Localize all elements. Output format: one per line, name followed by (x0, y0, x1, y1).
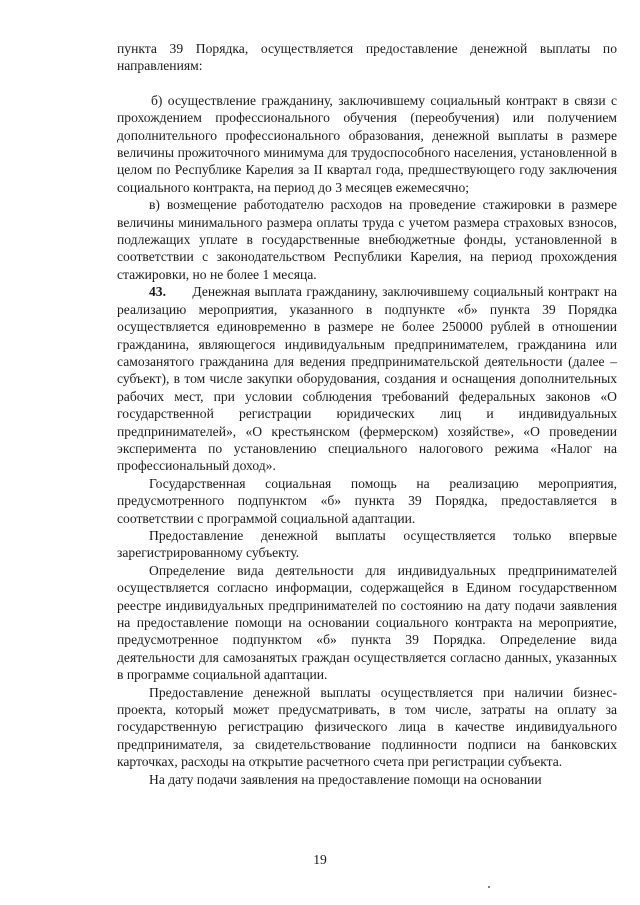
paragraph-section-43 (117, 283, 617, 474)
paragraph-item-b: б) осуществление гражданину, заключившему социальный контракт в связи с прохождением профессионального обучения (переобучения) или получением дополнительного профессионального образования, денежной выплаты в размере величины прожиточного минимума для трудоспособного населения, установленной в целом по Республике Карелия за II квартал года, предшествующего году заключения социального контракта, на период до 3 месяцев ежемесячно; (117, 92, 617, 195)
section-number: 43. (149, 284, 166, 300)
section-43-text: Денежная выплата гражданину, заключившему социальный контракт на реализацию мероприятия, указанного в подпункте «б» пункта 39 Порядка осуществляется единовременно в размере не более 250000 рублей в отношении гражданина, являющегося индивидуальным предпринимателем, гражданина или самозанятого гражданина для ведения предпринимательской деятельности (далее – субъект), в том числе закупки оборудования, создания и оснащения дополнительных рабочих мест, при условии соблюдения требований федеральных законов «О государственной регистрации юридических лиц и индивидуальных предпринимателей», «О крестьянском (фермерском) хозяйстве», «О проведении эксперимента по установлению специального налогового режима «Налог на профессиональный доход». (117, 284, 618, 474)
paragraph-item-v: в) возмещение работодателю расходов на проведение стажировки в размере величины минимального размера оплаты труда с учетом размера страховых взносов, подлежащих уплате в государственные внебюджетные фонды, установленной в соответствии с законодательством Республики Карелия, на период прохождения стажировки, но не более 1 месяца. (117, 197, 617, 282)
paragraph-gap (117, 75, 617, 92)
document-body (117, 40, 617, 788)
paragraph-business-project: Предоставление денежной выплаты осуществляется при наличии бизнес-проекта, который может предусматривать, в том числе, затраты на оплату за государственную регистрацию физического лица в качестве индивидуального предпринимателя, за свидетельствование подлинности подписи на банковских карточках, расходы на открытие расчетного счета при регистрации субъекта. (117, 684, 617, 770)
paragraph-activity-type: Определение вида деятельности для индивидуальных предпринимателей осуществляется согласно информации, содержащейся в Едином государственном реестре индивидуальных предпринимателей по состоянию на дату подачи заявления на предоставление помощи на основании социального контракта на мероприятие, предусмотренное подпунктом «б» пункта 39 Порядка. Определение вида деятельности для самозанятых граждан осуществляется согласно данных, указанных в программе социальной адаптации. (117, 562, 617, 683)
paragraph-social-help: Государственная социальная помощь на реализацию мероприятия, предусмотренного подпунктом «б» пункта 39 Порядка, предоставляется в соответствии с программой социальной адаптации. (117, 475, 617, 526)
paragraph-application-date: На дату подачи заявления на предоставление помощи на основании (149, 771, 542, 787)
paragraph-first-registered: Предоставление денежной выплаты осуществляется только впервые зарегистрированному субъекту. (117, 527, 617, 561)
page-number: 19 (313, 852, 327, 867)
scan-speck (488, 886, 490, 888)
paragraph-intro: пункта 39 Порядка, осуществляется предоставление денежной выплаты по направлениям: (117, 41, 617, 74)
